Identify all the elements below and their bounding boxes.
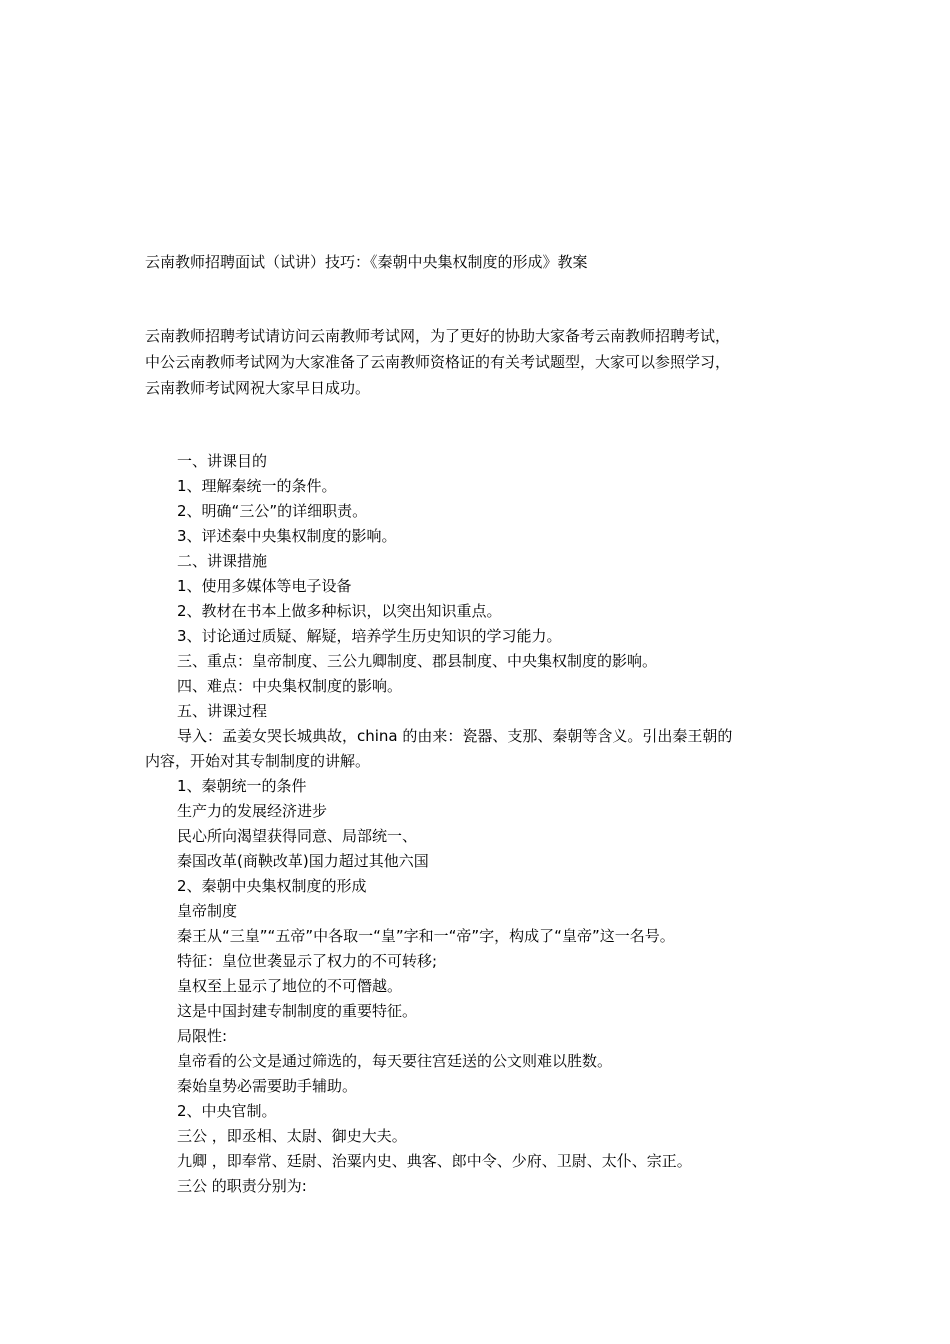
- body-line: 这是中国封建专制制度的重要特征。: [177, 1002, 418, 1020]
- document-title: 云南教师招聘面试（试讲）技巧：《秦朝中央集权制度的形成》教案: [145, 253, 588, 271]
- intro-line: 云南教师考试网祝大家早日成功。: [145, 379, 371, 397]
- body-line: 3、讨论通过质疑、解疑，培养学生历史知识的学习能力。: [177, 627, 562, 645]
- body-line: 1、理解秦统一的条件。: [177, 477, 337, 495]
- body-line: 生产力的发展经济进步: [177, 802, 328, 820]
- body-line: 九卿 ，即奉常、廷尉、治粟内史、典客、郎中令、少府、卫尉、太仆、宗正。: [177, 1152, 692, 1170]
- body-line: 皇帝制度: [177, 902, 238, 920]
- body-line: 3、评述秦中央集权制度的影响。: [177, 527, 397, 545]
- intro-paragraph: [145, 323, 825, 401]
- intro-line: 中公云南教师考试网为大家准备了云南教师资格证的有关考试题型，大家可以参照学习，: [145, 353, 731, 371]
- lesson-plan-body: [145, 449, 825, 1199]
- body-line: 秦国改革(商鞅改革)国力超过其他六国: [177, 852, 429, 870]
- section-heading: 一、讲课目的: [177, 452, 268, 470]
- body-line: 秦始皇势必需要助手辅助。: [177, 1077, 358, 1095]
- body-line: 1、使用多媒体等电子设备: [177, 577, 352, 595]
- body-line: 三公 的职责分别为:: [177, 1177, 307, 1195]
- body-line: 特征：皇位世袭显示了权力的不可转移;: [177, 952, 438, 970]
- body-line: 2、中央官制。: [177, 1102, 277, 1120]
- body-line: 秦王从“三皇”“五帝”中各取一“皇”字和一“帝”字，构成了“皇帝”这一名号。: [177, 927, 675, 945]
- body-line: 民心所向渴望获得同意、局部统一、: [177, 827, 418, 845]
- section-heading: 五、讲课过程: [177, 702, 268, 720]
- body-line: 局限性:: [177, 1027, 228, 1045]
- body-line: 2、秦朝中央集权制度的形成: [177, 877, 367, 895]
- body-line: 2、明确“三公”的详细职责。: [177, 502, 368, 520]
- body-line: 2、教材在书本上做多种标识，以突出知识重点。: [177, 602, 502, 620]
- body-line: 皇权至上显示了地位的不可僭越。: [177, 977, 403, 995]
- body-line: 皇帝看的公文是通过筛选的，每天要往宫廷送的公文则难以胜数。: [177, 1052, 613, 1070]
- section-heading: 三、重点：皇帝制度、三公九卿制度、郡县制度、中央集权制度的影响。: [177, 652, 658, 670]
- body-line: 导入：孟姜女哭长城典故，china 的由来：瓷器、支那、秦朝等含义。引出秦王朝的: [177, 727, 733, 745]
- section-heading: 四、难点：中央集权制度的影响。: [177, 677, 403, 695]
- body-line-continued: 内容，开始对其专制制度的讲解。: [145, 752, 371, 770]
- body-line: 1、秦朝统一的条件: [177, 777, 307, 795]
- body-line: 三公 ，即丞相、太尉、御史大夫。: [177, 1127, 407, 1145]
- intro-line: 云南教师招聘考试请访问云南教师考试网，为了更好的协助大家备考云南教师招聘考试，: [145, 327, 731, 345]
- section-heading: 二、讲课措施: [177, 552, 268, 570]
